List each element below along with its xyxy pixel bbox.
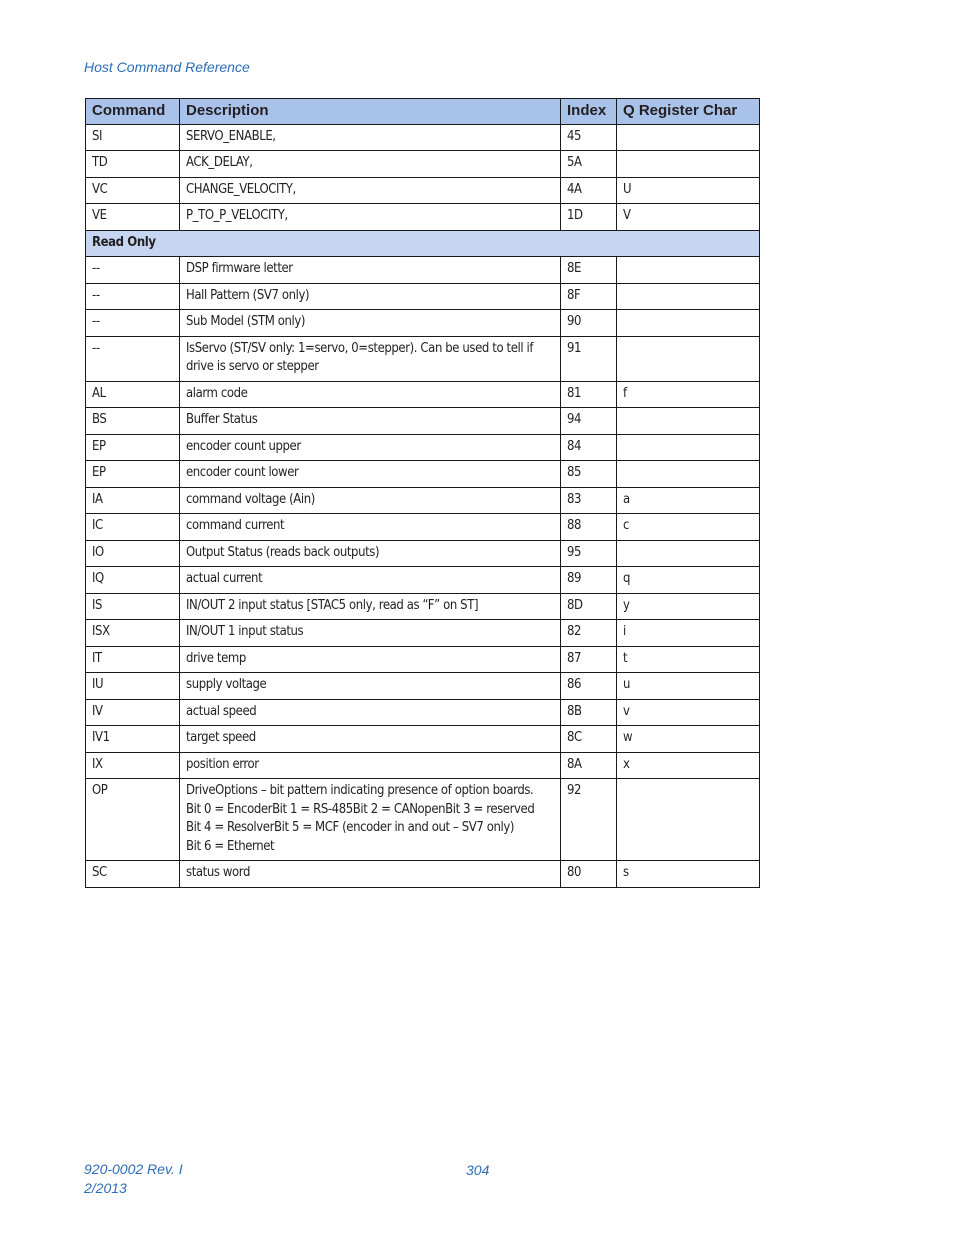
description-line: DriveOptions – bit pattern indicating presence of option boards.	[186, 783, 534, 798]
cell-description	[180, 310, 561, 337]
cell-q-register-char-text: s	[623, 865, 629, 880]
cell-index-text: 80	[567, 865, 582, 880]
description-line: encoder count lower	[186, 465, 299, 480]
column-header-command: Command	[86, 99, 180, 125]
section-label: Read Only	[86, 230, 760, 257]
cell-command-text: IQ	[92, 571, 104, 586]
description-line: IN/OUT 2 input status [STAC5 only, read as “F” on ST]	[186, 597, 479, 613]
cell-q-register-char	[617, 434, 760, 461]
cell-command	[86, 699, 180, 726]
table-row	[86, 487, 760, 514]
cell-index-text: 85	[567, 465, 582, 480]
cell-command	[86, 752, 180, 779]
table-row	[86, 124, 760, 151]
cell-description	[180, 752, 561, 779]
cell-command	[86, 434, 180, 461]
cell-index-text: 8A	[567, 756, 582, 772]
cell-q-register-char	[617, 514, 760, 541]
cell-command-text: --	[92, 340, 100, 356]
cell-description	[180, 514, 561, 541]
cell-q-register-char-text: t	[623, 650, 628, 666]
cell-index-text: 94	[567, 412, 582, 427]
cell-command-text: AL	[92, 385, 106, 401]
cell-index-text: 86	[567, 677, 582, 692]
description-line: Buffer Status	[186, 412, 258, 427]
cell-index	[561, 177, 617, 204]
table-row	[86, 752, 760, 779]
description-line: CHANGE_VELOCITY,	[186, 181, 296, 197]
cell-index	[561, 567, 617, 594]
cell-command-text: SI	[92, 128, 103, 144]
cell-index	[561, 540, 617, 567]
cell-description	[180, 861, 561, 888]
cell-index	[561, 461, 617, 488]
description-line: actual speed	[186, 703, 257, 719]
cell-description	[180, 487, 561, 514]
cell-index-text: 91	[567, 340, 582, 356]
cell-description	[180, 124, 561, 151]
running-header-title: Host Command Reference	[84, 59, 250, 75]
cell-q-register-char	[617, 567, 760, 594]
cell-command	[86, 124, 180, 151]
cell-q-register-char-text: w	[623, 730, 633, 745]
command-reference-table	[85, 98, 760, 888]
cell-description	[180, 283, 561, 310]
table-body-read-only	[86, 257, 760, 888]
cell-command-text: IO	[92, 544, 104, 560]
cell-q-register-char	[617, 673, 760, 700]
cell-q-register-char	[617, 593, 760, 620]
description-line: Bit 0 = Encoder	[186, 801, 273, 817]
cell-command-text: IV1	[92, 730, 110, 745]
cell-command	[86, 593, 180, 620]
cell-index	[561, 408, 617, 435]
table-row	[86, 151, 760, 178]
cell-q-register-char-text: u	[623, 677, 631, 692]
cell-index-text: 8B	[567, 703, 582, 719]
cell-command-text: VC	[92, 181, 108, 197]
cell-description	[180, 177, 561, 204]
cell-q-register-char	[617, 151, 760, 178]
cell-description	[180, 779, 561, 861]
cell-index-text: 8C	[567, 730, 582, 745]
cell-index	[561, 336, 617, 381]
cell-q-register-char-text: q	[623, 571, 631, 586]
cell-q-register-char-text: U	[623, 181, 632, 197]
column-header-q-register-char: Q Register Char	[617, 99, 760, 125]
cell-command-text: IT	[92, 650, 102, 666]
cell-command	[86, 646, 180, 673]
description-line: Bit 4 = Resolver	[186, 820, 274, 835]
cell-command	[86, 726, 180, 753]
table-header-row	[86, 99, 760, 125]
cell-command-text: EP	[92, 465, 106, 480]
column-header-description: Description	[180, 99, 561, 125]
cell-command	[86, 673, 180, 700]
table-row	[86, 336, 760, 381]
cell-description	[180, 151, 561, 178]
cell-q-register-char	[617, 283, 760, 310]
cell-index-text: 1D	[567, 208, 583, 223]
cell-index	[561, 620, 617, 647]
cell-q-register-char	[617, 177, 760, 204]
cell-command-text: IC	[92, 518, 103, 533]
cell-index-text: 92	[567, 783, 582, 798]
cell-command-text: IX	[92, 756, 103, 772]
cell-q-register-char-text: y	[623, 597, 630, 613]
description-line: target speed	[186, 730, 256, 745]
table-row	[86, 779, 760, 861]
cell-q-register-char	[617, 124, 760, 151]
cell-q-register-char	[617, 408, 760, 435]
description-line: status word	[186, 865, 250, 880]
cell-q-register-char-text: f	[623, 385, 627, 401]
cell-command-text: SC	[92, 865, 107, 880]
cell-index	[561, 124, 617, 151]
cell-index-text: 8D	[567, 597, 583, 613]
cell-command-text: IV	[92, 703, 103, 719]
cell-q-register-char-text: v	[623, 703, 630, 719]
cell-q-register-char-text: a	[623, 491, 630, 507]
table-row	[86, 434, 760, 461]
cell-description	[180, 434, 561, 461]
cell-q-register-char-text: i	[623, 624, 626, 639]
cell-index	[561, 283, 617, 310]
description-line: DSP firmware letter	[186, 261, 293, 276]
description-line: encoder count upper	[186, 438, 301, 454]
cell-index-text: 45	[567, 128, 582, 144]
cell-command-text: BS	[92, 412, 107, 427]
cell-description	[180, 567, 561, 594]
description-line: Bit 2 = CANopen	[352, 801, 446, 817]
cell-command-text: OP	[92, 783, 108, 798]
description-line: drive is servo or stepper	[186, 359, 319, 374]
cell-q-register-char	[617, 540, 760, 567]
cell-index	[561, 646, 617, 673]
table-row	[86, 257, 760, 284]
description-line: supply voltage	[186, 677, 267, 692]
cell-q-register-char	[617, 646, 760, 673]
cell-command	[86, 514, 180, 541]
table-row	[86, 593, 760, 620]
cell-command	[86, 461, 180, 488]
cell-index-text: 4A	[567, 181, 582, 197]
description-line: P_TO_P_VELOCITY,	[186, 208, 288, 223]
table-row	[86, 673, 760, 700]
cell-command-text: --	[92, 261, 100, 276]
description-line: Bit 5 = MCF (encoder in and out – SV7 only)	[274, 820, 515, 835]
cell-index-text: 5A	[567, 155, 582, 170]
table-body-top	[86, 124, 760, 230]
cell-index	[561, 699, 617, 726]
cell-description	[180, 620, 561, 647]
cell-q-register-char	[617, 204, 760, 231]
cell-q-register-char-text: c	[623, 518, 630, 533]
footer-doc-info	[84, 1160, 183, 1198]
cell-description	[180, 673, 561, 700]
cell-description	[180, 336, 561, 381]
description-line: command voltage (Ain)	[186, 491, 315, 507]
cell-command	[86, 310, 180, 337]
table-row	[86, 861, 760, 888]
cell-q-register-char	[617, 381, 760, 408]
table-row	[86, 283, 760, 310]
cell-q-register-char	[617, 861, 760, 888]
cell-index	[561, 204, 617, 231]
cell-command	[86, 540, 180, 567]
table-row	[86, 620, 760, 647]
cell-description	[180, 257, 561, 284]
cell-command-text: VE	[92, 208, 107, 223]
description-line: ACK_DELAY,	[186, 155, 253, 170]
cell-index	[561, 151, 617, 178]
cell-command-text: IS	[92, 597, 103, 613]
cell-q-register-char	[617, 699, 760, 726]
cell-q-register-char-text: V	[623, 208, 631, 223]
description-line: SERVO_ENABLE,	[186, 128, 276, 144]
cell-command-text: --	[92, 287, 100, 303]
cell-index-text: 88	[567, 518, 582, 533]
cell-description	[180, 540, 561, 567]
cell-q-register-char	[617, 310, 760, 337]
cell-description	[180, 408, 561, 435]
description-line: Hall Pattern (SV7 only)	[186, 287, 310, 303]
cell-index	[561, 381, 617, 408]
footer-page-number: 304	[466, 1162, 490, 1178]
cell-command	[86, 779, 180, 861]
cell-index	[561, 257, 617, 284]
description-line: alarm code	[186, 385, 248, 401]
description-line: Bit 3 = reserved	[445, 801, 535, 817]
cell-q-register-char	[617, 779, 760, 861]
table-row	[86, 381, 760, 408]
table-row	[86, 699, 760, 726]
description-line: drive temp	[186, 650, 246, 666]
description-line: actual current	[186, 571, 263, 586]
cell-q-register-char-text: x	[623, 756, 630, 772]
description-line: Bit 6 = Ethernet	[186, 838, 275, 854]
column-header-index: Index	[561, 99, 617, 125]
cell-command	[86, 408, 180, 435]
cell-index	[561, 593, 617, 620]
cell-index-text: 87	[567, 650, 582, 666]
cell-command-text: ISX	[92, 624, 110, 639]
cell-description	[180, 646, 561, 673]
table-row	[86, 514, 760, 541]
cell-description	[180, 593, 561, 620]
table-row	[86, 567, 760, 594]
description-line: position error	[186, 756, 259, 772]
table-row	[86, 204, 760, 231]
cell-index	[561, 752, 617, 779]
cell-index	[561, 434, 617, 461]
cell-q-register-char	[617, 487, 760, 514]
cell-description	[180, 461, 561, 488]
cell-q-register-char	[617, 336, 760, 381]
cell-command	[86, 336, 180, 381]
cell-q-register-char	[617, 620, 760, 647]
cell-index-text: 8F	[567, 287, 581, 303]
cell-index	[561, 861, 617, 888]
cell-command	[86, 257, 180, 284]
table-row	[86, 408, 760, 435]
cell-index	[561, 487, 617, 514]
description-line: command current	[186, 518, 285, 533]
table-row	[86, 461, 760, 488]
cell-description	[180, 381, 561, 408]
cell-index-text: 89	[567, 571, 582, 586]
cell-command-text: EP	[92, 438, 106, 454]
cell-q-register-char	[617, 752, 760, 779]
cell-command	[86, 861, 180, 888]
cell-index	[561, 514, 617, 541]
cell-index-text: 95	[567, 544, 582, 560]
cell-command	[86, 204, 180, 231]
cell-q-register-char	[617, 461, 760, 488]
cell-q-register-char	[617, 257, 760, 284]
cell-command	[86, 620, 180, 647]
footer-date: 2/2013	[84, 1180, 127, 1196]
cell-index-text: 81	[567, 385, 582, 401]
cell-command	[86, 381, 180, 408]
cell-q-register-char	[617, 726, 760, 753]
cell-index-text: 82	[567, 624, 582, 639]
table-row	[86, 310, 760, 337]
cell-index	[561, 310, 617, 337]
description-line: Bit 1 = RS-485	[272, 801, 353, 817]
cell-command	[86, 487, 180, 514]
cell-command-text: IA	[92, 491, 103, 507]
cell-index-text: 8E	[567, 261, 582, 276]
description-line: Output Status (reads back outputs)	[186, 544, 380, 560]
description-line: IN/OUT 1 input status	[186, 624, 304, 639]
cell-index	[561, 673, 617, 700]
table-row	[86, 726, 760, 753]
cell-description	[180, 204, 561, 231]
cell-index-text: 84	[567, 438, 582, 454]
section-row-read-only	[86, 230, 760, 257]
footer-doc-number: 920-0002 Rev. I	[84, 1161, 183, 1177]
cell-index-text: 90	[567, 314, 582, 329]
description-line: Sub Model (STM only)	[186, 314, 306, 329]
table-section	[86, 230, 760, 257]
cell-command	[86, 177, 180, 204]
cell-command	[86, 283, 180, 310]
table-row	[86, 177, 760, 204]
description-line: IsServo (ST/SV only: 1=servo, 0=stepper). Can be used to tell if	[186, 340, 534, 356]
cell-command-text: --	[92, 314, 100, 329]
cell-description	[180, 699, 561, 726]
table-row	[86, 540, 760, 567]
cell-command	[86, 151, 180, 178]
cell-index-text: 83	[567, 491, 582, 507]
cell-description	[180, 726, 561, 753]
cell-command-text: IU	[92, 677, 104, 692]
table-row	[86, 646, 760, 673]
cell-command	[86, 567, 180, 594]
cell-index	[561, 779, 617, 861]
cell-index	[561, 726, 617, 753]
cell-command-text: TD	[92, 155, 108, 170]
